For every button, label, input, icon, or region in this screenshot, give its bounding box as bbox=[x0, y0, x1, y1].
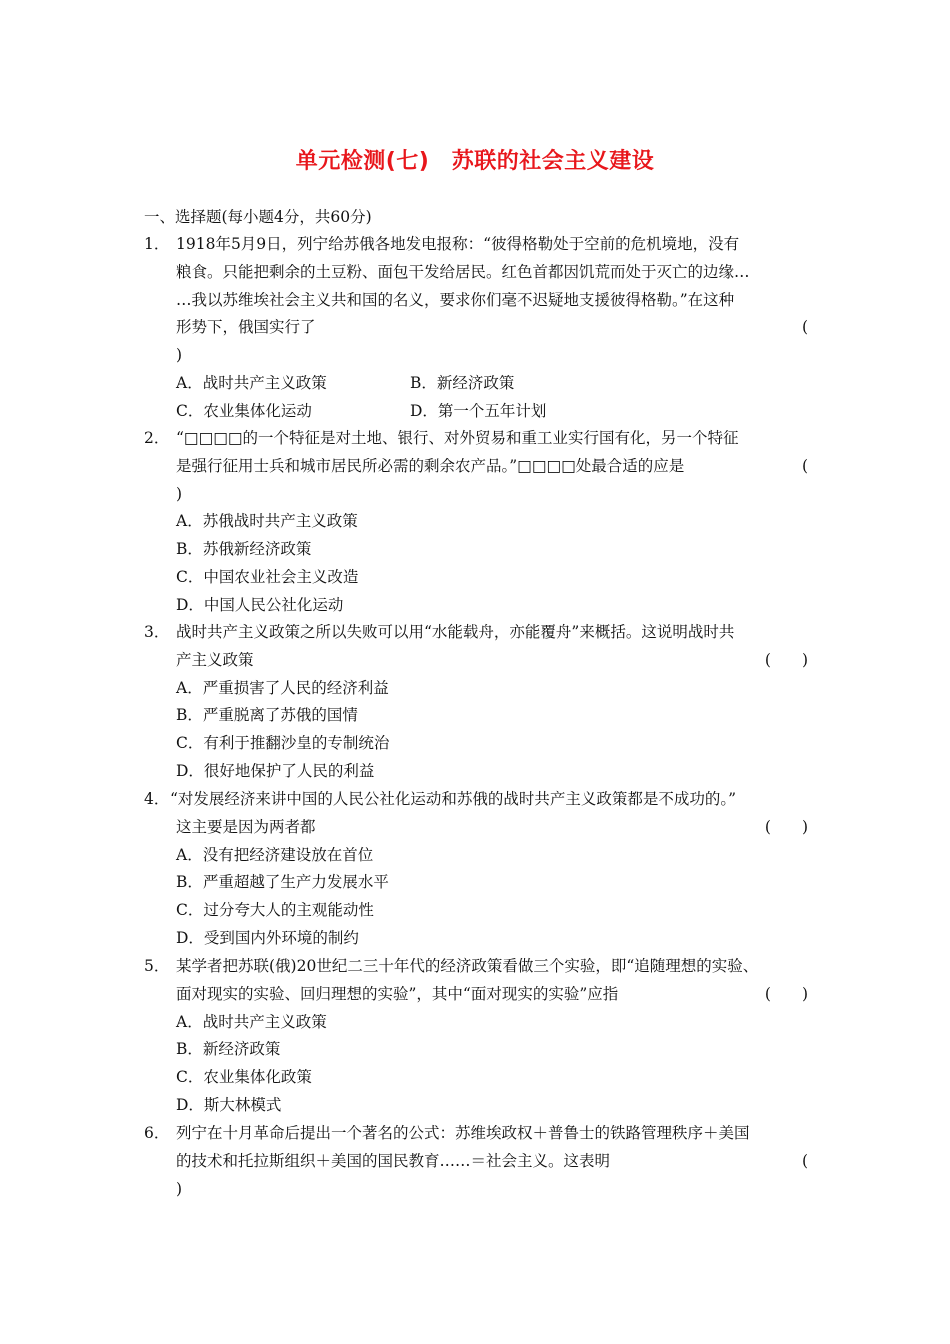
option-d: D．第一个五年计划 bbox=[410, 401, 547, 420]
question-text-tail: 产主义政策 bbox=[176, 650, 254, 669]
option-b: B．严重脱离了苏俄的国情 bbox=[176, 706, 358, 725]
question-text-line bbox=[170, 814, 808, 842]
answer-bracket-open: ( bbox=[801, 456, 808, 475]
question-text-line bbox=[176, 453, 808, 481]
answer-bracket-close: ) bbox=[176, 346, 183, 365]
question-3 bbox=[144, 619, 808, 786]
option-c: C．农业集体化政策 bbox=[176, 1068, 312, 1087]
question-number: 2． bbox=[144, 429, 170, 447]
question-5 bbox=[144, 953, 808, 1120]
option-row bbox=[176, 370, 808, 398]
question-text-line: 粮食。只能把剩余的土豆粉、面包干发给居民。红色首都因饥荒而处于灭亡的边缘… bbox=[176, 262, 750, 281]
question-text-line: 某学者把苏联(俄)20世纪二三十年代的经济政策看做三个实验，即“追随理想的实验、 bbox=[176, 957, 759, 975]
answer-bracket-open: ( bbox=[801, 318, 808, 337]
option-b: B．新经济政策 bbox=[176, 1040, 281, 1059]
question-text-tail: 形势下，俄国实行了 bbox=[176, 318, 316, 337]
question-text-tail: 是强行征用士兵和城市居民所必需的剩余农产品。”□□□□处最合适的应是 bbox=[176, 456, 685, 475]
question-4 bbox=[144, 786, 808, 953]
option-d: D．斯大林模式 bbox=[176, 1095, 282, 1114]
answer-bracket-close: ) bbox=[176, 1179, 183, 1198]
answer-bracket: ( ) bbox=[764, 817, 808, 836]
question-text-line: “对发展经济来讲中国的人民公社化运动和苏俄的战时共产主义政策都是不成功的。” bbox=[170, 790, 737, 808]
question-number: 4． bbox=[144, 790, 170, 808]
option-b: B．严重超越了生产力发展水平 bbox=[176, 873, 389, 892]
answer-bracket-open: ( bbox=[801, 1151, 808, 1170]
question-text-line bbox=[176, 1148, 808, 1176]
section-heading: 一、选择题(每小题4分，共60分) bbox=[144, 208, 372, 226]
question-number: 6． bbox=[144, 1124, 170, 1142]
option-c: C．农业集体化运动 bbox=[176, 401, 312, 420]
option-d: D．中国人民公社化运动 bbox=[176, 595, 344, 614]
question-1 bbox=[144, 231, 808, 426]
answer-bracket-close: ) bbox=[176, 484, 183, 503]
question-text-line: …我以苏维埃社会主义共和国的名义，要求你们毫不迟疑地支援彼得格勒。”在这种 bbox=[176, 290, 735, 309]
question-text-line: “□□□□的一个特征是对土地、银行、对外贸易和重工业实行国有化，另一个特征 bbox=[176, 429, 739, 447]
question-text-line: 1918年5月9日，列宁给苏俄各地发电报称：“彼得格勒处于空前的危机境地，没有 bbox=[176, 235, 740, 253]
question-number: 3． bbox=[144, 623, 170, 641]
question-text-tail: 这主要是因为两者都 bbox=[176, 817, 316, 836]
question-6 bbox=[144, 1120, 808, 1203]
option-c: C．中国农业社会主义改造 bbox=[176, 567, 359, 586]
question-2 bbox=[144, 425, 808, 620]
question-text-line bbox=[176, 981, 808, 1009]
question-text-line bbox=[176, 314, 808, 342]
option-row bbox=[176, 398, 808, 426]
question-number: 1． bbox=[144, 235, 170, 253]
option-a: A．战时共产主义政策 bbox=[176, 373, 327, 392]
question-text-line: 列宁在十月革命后提出一个著名的公式：苏维埃政权＋普鲁士的铁路管理秩序＋美国 bbox=[176, 1124, 750, 1142]
option-b: B．苏俄新经济政策 bbox=[176, 540, 312, 559]
question-text-tail: 的技术和托拉斯组织＋美国的国民教育……＝社会主义。这表明 bbox=[176, 1151, 611, 1170]
option-c: C．过分夸大人的主观能动性 bbox=[176, 901, 374, 920]
page-title: 单元检测(七) 苏联的社会主义建设 bbox=[295, 149, 655, 174]
question-text-line: 战时共产主义政策之所以失败可以用“水能载舟，亦能覆舟”来概括。这说明战时共 bbox=[176, 623, 735, 641]
option-a: A．严重损害了人民的经济利益 bbox=[176, 678, 389, 697]
option-a: A．战时共产主义政策 bbox=[176, 1012, 327, 1031]
option-a: A．没有把经济建设放在首位 bbox=[176, 845, 374, 864]
question-number: 5． bbox=[144, 957, 170, 975]
option-b: B．新经济政策 bbox=[410, 373, 515, 392]
answer-bracket: ( ) bbox=[764, 650, 808, 669]
option-c: C．有利于推翻沙皇的专制统治 bbox=[176, 734, 390, 753]
question-text-tail: 面对现实的实验、回归理想的实验”，其中“面对现实的实验”应指 bbox=[176, 984, 619, 1003]
option-d: D．很好地保护了人民的利益 bbox=[176, 761, 375, 780]
answer-bracket: ( ) bbox=[764, 984, 808, 1003]
option-a: A．苏俄战时共产主义政策 bbox=[176, 512, 358, 531]
option-d: D．受到国内外环境的制约 bbox=[176, 928, 359, 947]
question-text-line bbox=[176, 647, 808, 675]
